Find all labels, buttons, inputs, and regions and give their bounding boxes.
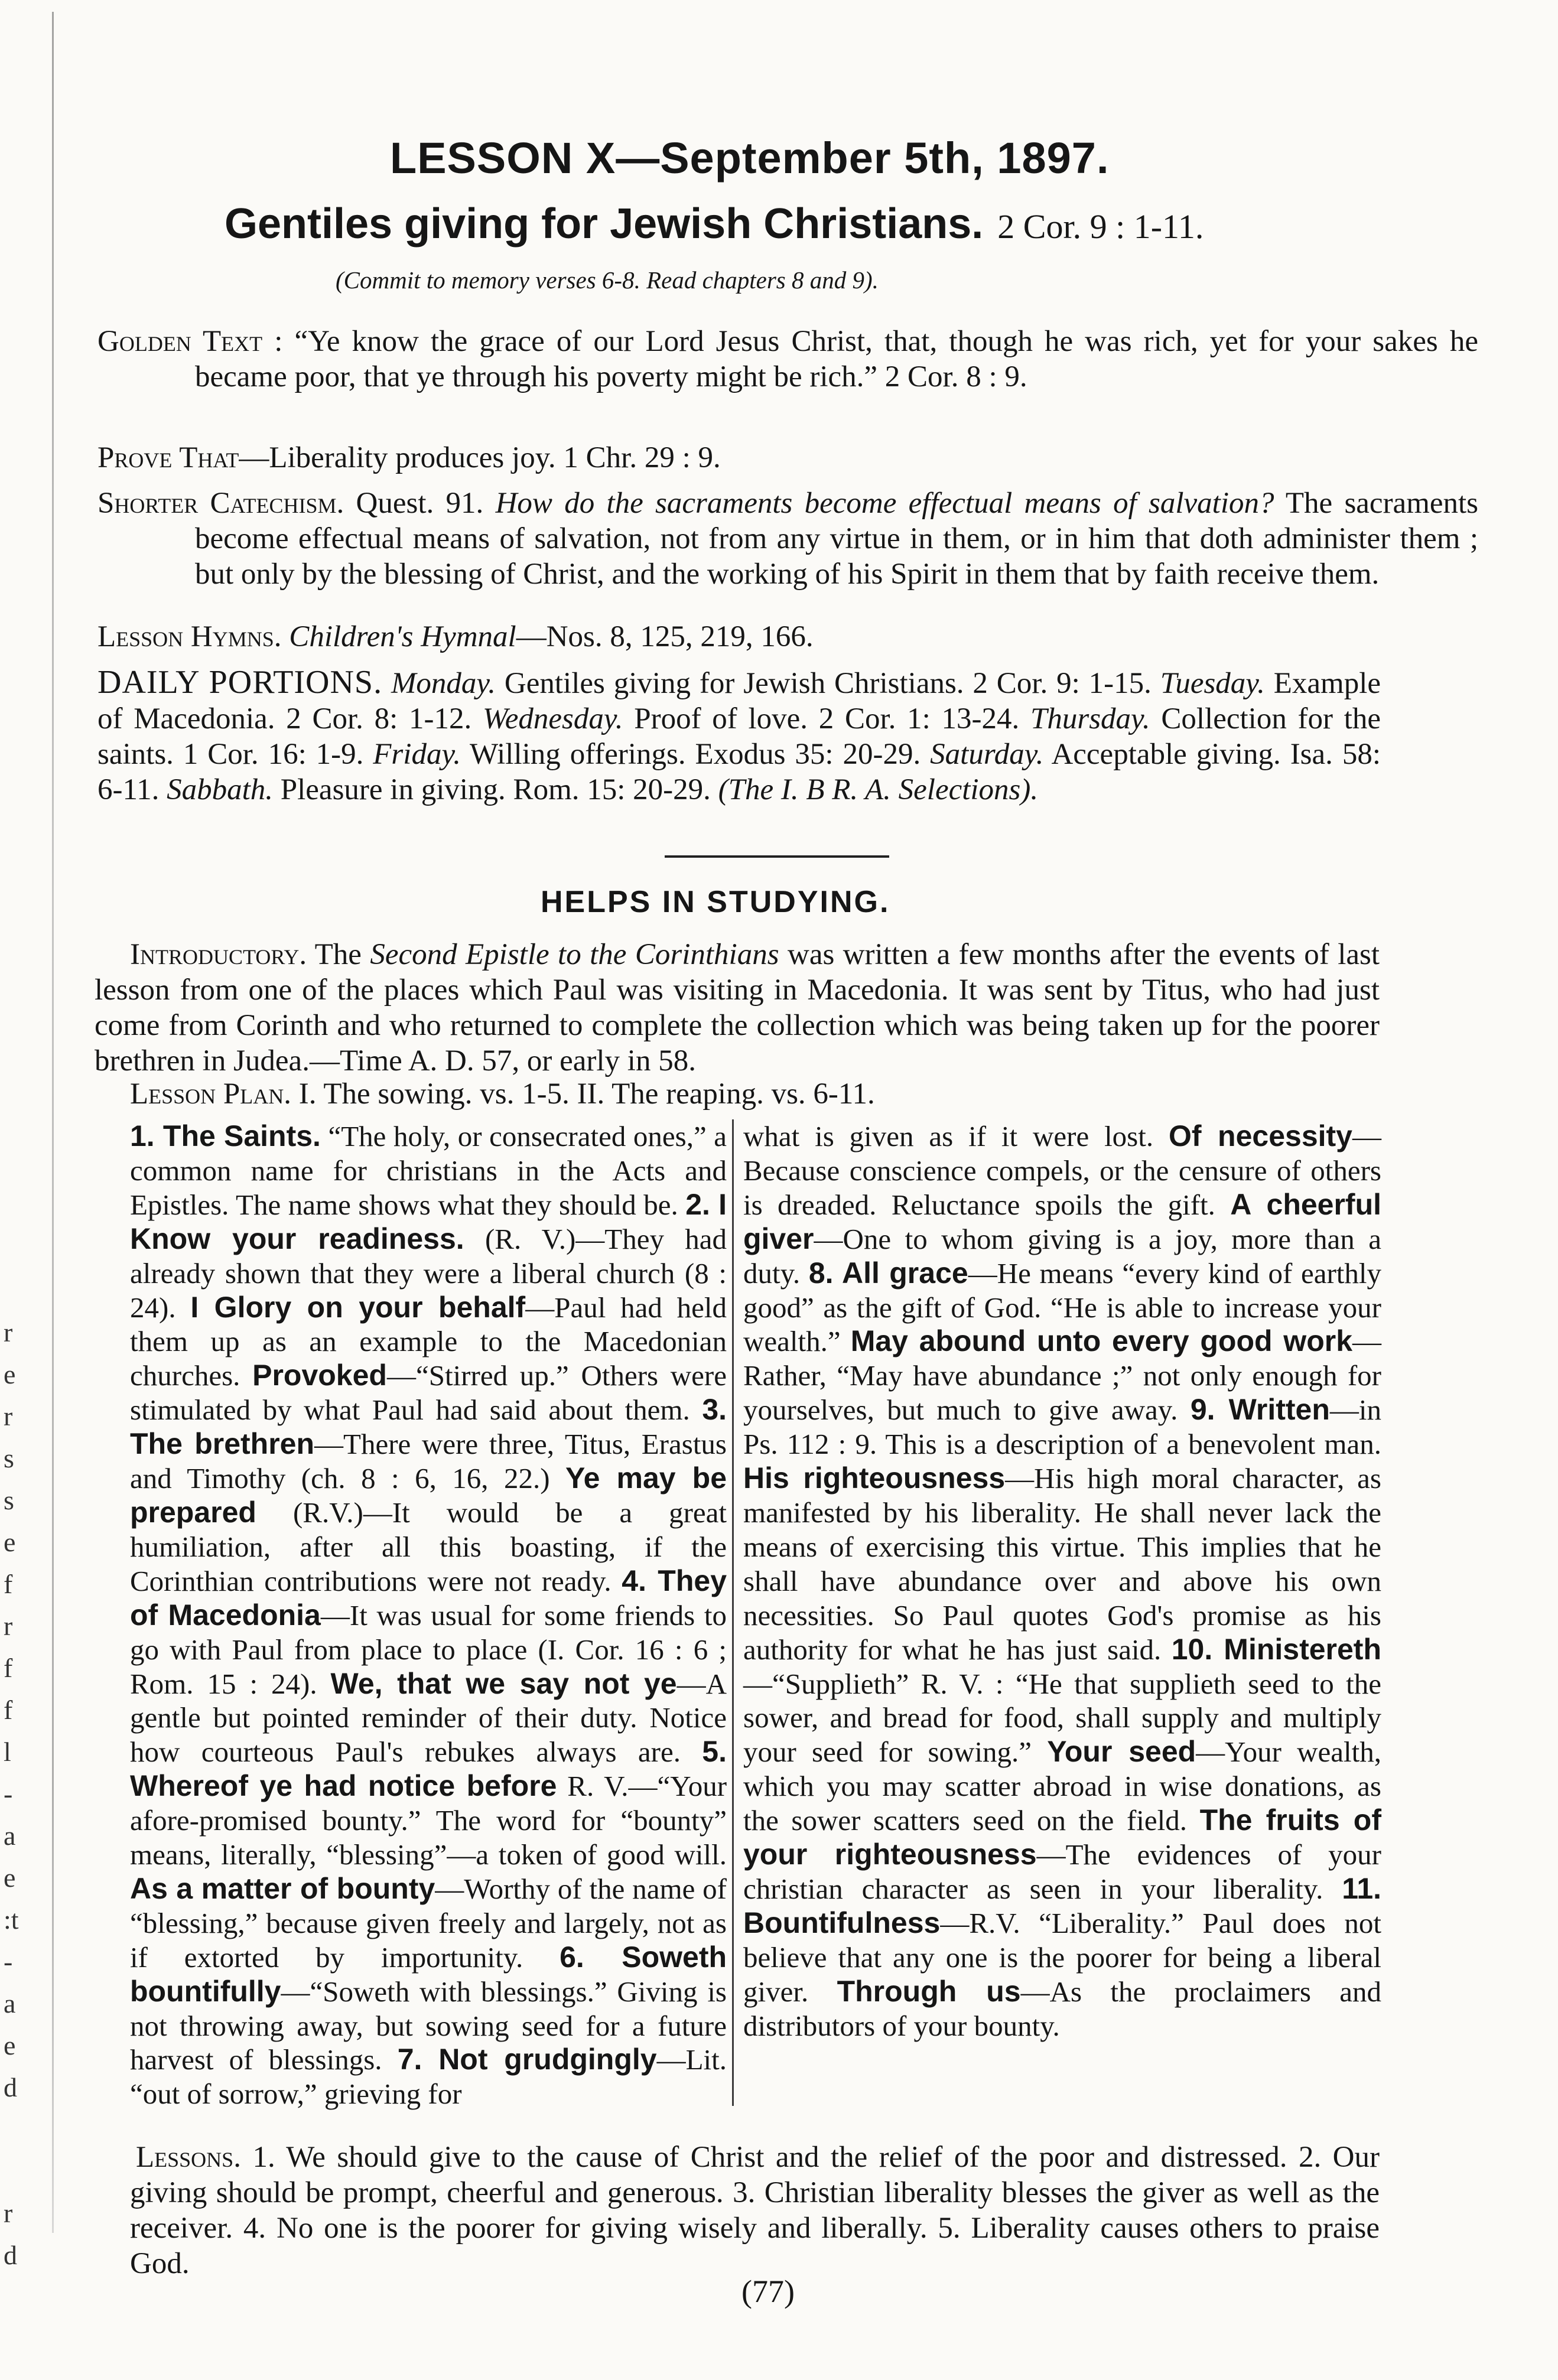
margin-letter: e [4,1863,16,1893]
catechism-answer: The sacraments become effectual means of salvation, not from any virtue in them, or in him that doth administer them ; but only by the blessing of Christ, and the working of his Spirit in them that by faith receive them. [195,487,1479,591]
prove-that-text: —Liberality produces joy. 1 Chr. 29 : 9. [239,441,721,474]
lesson-title-reference: 2 Cor. 9 : 1-11. [997,207,1204,246]
margin-letter: a [4,1988,16,2018]
lessons-label: Lessons. [136,2141,241,2174]
note-text: —A gentle but pointed reminder of their duty. Notice how courteous Paul's rebukes always are. [130,1667,727,1769]
note-heading: 4. They of Macedonia [130,1564,727,1632]
lessons-summary [130,2140,1380,2281]
margin-letter: - [4,1779,13,1809]
note-heading: I Glory on your behalf [190,1290,526,1324]
margin-letter: r [4,1401,13,1431]
note-text: —“Supplieth” R. V. : “He that supplieth seed to the sower, and bread for food, shall supply and multiply your seed for sowing.” [743,1667,1381,1769]
helps-heading: HELPS IN STUDYING. [541,885,890,919]
note-text: (R.V.)—It would be a great humiliation, after all this boasting, if the Corinthian contributions were not ready. [130,1496,727,1597]
catechism-quest: Quest. 91. [356,487,484,520]
margin-letter: l [4,1737,11,1767]
margin-letter: - [4,1946,13,1977]
margin-letter: f [4,1695,13,1725]
note-text: what is given as if it were lost. [743,1120,1154,1152]
note-heading: 2. I Know your readiness. [130,1187,727,1255]
note-heading: May abound unto every good work [850,1324,1352,1358]
margin-letter: :t [4,1904,19,1935]
margin-letter: d [4,2240,17,2270]
margin-letter: r [4,1611,13,1641]
hymns-book: Children's Hymnal [289,620,516,653]
margin-letter: a [4,1821,16,1851]
intro-pre: The [314,938,362,971]
intro-label: Introductory. [130,938,307,971]
intro-text: was written a few months after the events of last lesson from one of the places which Paul was visiting in Macedonia. It was sent by Titus, who had just come from Corinth and who returned to complete the collection which was being taken up for the poorer brethren in Judea.—Time A. D. 57, or early in 58. [95,938,1380,1077]
golden-text [97,324,1478,395]
note-text: “The holy, or consecrated ones,” a common name for christians in the Acts and Epistles. The name shows what they should be. [130,1120,727,1221]
catechism-label: Shorter Catechism. [97,487,344,520]
selections-note: (The I. B R. A. Selections). [718,773,1039,806]
hymns-numbers: —Nos. 8, 125, 219, 166. [516,620,814,653]
reading-friday: Willing offerings. Exodus 35: 20-29. [470,738,921,771]
reading-thursday: Collection for the saints. 1 Cor. 16: 1-9. [97,702,1381,771]
lesson-title-text: Gentiles giving for Jewish Christians. [225,200,984,248]
note-heading: 6. Soweth bountifully [130,1940,727,2008]
note-text: —As the proclaimers and distributors of your bounty. [743,1975,1382,2042]
margin-letter: r [4,1317,13,1347]
note-text: —Because conscience compels, or the censure of others is dreaded. Reluctance spoils the gift. [743,1120,1381,1221]
note-heading: Ye may be prepared [130,1461,727,1529]
reading-sabbath: Pleasure in giving. Rom. 15: 20-29. [280,773,711,806]
hymns-label: Lesson Hymns. [97,620,282,653]
prove-that [97,440,1381,476]
margin-letter: e [4,1359,16,1389]
note-heading: Through us [837,1974,1021,2008]
plan-text: I. The sowing. vs. 1-5. II. The reaping. vs. 6-11. [298,1077,875,1111]
margin-letter: f [4,1653,13,1683]
day-thursday: Thursday. [1030,702,1150,735]
note-text: —Your wealth, which you may scatter abroad in wise donations, as the sower scatters seed on the field. [743,1736,1381,1837]
lessons-text: 1. We should give to the cause of Christ and the relief of the poor and distressed. 2. Our giving should be prompt, cheerful and generous. 3. Christian liberality blesses the giver as well as the receiver. 4. No one is the poorer for giving wisely and liberally. 5. Liberality causes others to praise God. [130,2141,1380,2280]
note-text: —Worthy of the name of “blessing,” because given freely and largely, not as if extorted by importunity. [130,1872,727,1974]
daily-portions [97,665,1381,808]
note-text: —“Soweth with blessings.” Giving is not throwing away, but sowing seed for a future harvest of blessings. [130,1975,727,2076]
margin-letter [4,2108,30,2150]
note-heading: 3. The brethren [130,1393,727,1461]
notes-columns [130,1119,1382,2111]
note-heading: Provoked [252,1359,387,1392]
note-heading: His righteousness [743,1461,1006,1495]
note-heading: 8. All grace [808,1256,968,1290]
margin-letter [4,2150,30,2192]
section-divider [665,855,889,858]
note-heading: 7. Not grudgingly [397,2043,657,2076]
golden-text-body: “Ye know the grace of our Lord Jesus Christ, that, though he was rich, yet for your sakes he became poor, that ye through his poverty might be rich.” 2 Cor. 8 : 9. [195,325,1478,393]
note-text: —Lit. “out of sorrow,” grieving for [130,2043,727,2111]
note-text: R. V.—“Your afore-promised bounty.” The word for “bounty” means, literally, “blessing”—a token of good will. [130,1770,727,1871]
binding-edge [52,12,54,2233]
margin-letters [4,1311,30,2276]
note-heading: 1. The Saints. [130,1119,321,1152]
intro-epistle: Second Epistle to the Corinthians [370,938,779,971]
margin-letter: f [4,1569,13,1599]
note-text: —There were three, Titus, Erastus and Timothy (ch. 8 : 6, 16, 22.) [130,1428,727,1495]
note-heading: Of necessity [1169,1119,1352,1152]
lesson-title [225,200,1204,248]
reading-wednesday: Proof of love. 2 Cor. 1: 13-24. [634,702,1020,735]
day-wednesday: Wednesday. [482,702,623,735]
note-text: —It was usual for some friends to go with Paul from place to place (I. Cor. 16 : 6 ; Rom. 15 : 24). [130,1598,727,1700]
note-text: —in Ps. 112 : 9. This is a description of a benevolent man. [743,1394,1381,1461]
reading-saturday: Acceptable giving. Isa. 58: 6-11. [97,738,1381,806]
introductory [95,937,1380,1079]
note-text: —The evidences of your christian character as seen in your liberality. [743,1838,1381,1905]
notes-right-column [743,1119,1381,2043]
margin-letter: d [4,2072,17,2102]
day-saturday: Saturday. [930,738,1044,771]
note-heading: 10. Ministereth [1171,1632,1381,1666]
note-text: —Rather, “May have abundance ;” not only enough for yourselves, but much to give away. [743,1325,1381,1427]
note-heading: A cheerful giver [743,1187,1382,1255]
plan-label: Lesson Plan. [130,1077,292,1111]
reading-tuesday: Example of Macedonia. 2 Cor. 8: 1-12. [97,667,1381,735]
golden-text-label: Golden Text : [97,325,283,358]
margin-letter: e [4,1527,16,1557]
note-text: —R.V. “Liberality.” Paul does not believe that any one is the poorer for being a liberal giver. [743,1906,1381,2008]
reading-monday: Gentiles giving for Jewish Christians. 2 Cor. 9: 1-15. [504,667,1152,700]
catechism-question: How do the sacraments become effectual means of salvation? [495,487,1274,520]
prove-that-label: Prove That [97,441,239,474]
note-text: —His high moral character, as manifested by his liberality. He shall never lack the means of exercising this virtue. This implies that he shall have abundance over and above his own necessities. So Paul quotes God's promise as his authority for what he has just said. [743,1462,1382,1666]
margin-letter: s [4,1443,14,1473]
shorter-catechism [97,486,1478,592]
lesson-heading: LESSON X—September 5th, 1897. [390,134,1110,183]
note-heading: 5. Whereof ye had notice before [130,1735,727,1803]
day-tuesday: Tuesday. [1160,667,1265,700]
note-heading: As a matter of bounty [130,1871,435,1905]
day-monday: Monday. [391,667,496,700]
margin-letter: s [4,1485,14,1515]
day-sabbath: Sabbath. [167,773,274,806]
note-text: —He means “every kind of earthly good” as the gift of God. “He is able to increase your wealth.” [743,1256,1381,1358]
note-heading: We, that we say not ye [330,1666,677,1700]
margin-letter: e [4,2030,16,2060]
note-text: —One to whom giving is a joy, more than a duty. [743,1222,1381,1290]
notes-left-column [130,1119,727,2111]
day-friday: Friday. [373,738,461,771]
lesson-hymns [97,619,1381,655]
column-divider [732,1119,734,2106]
note-heading: The fruits of your righteousness [743,1803,1382,1871]
note-heading: Your seed [1047,1735,1196,1769]
page-number: (77) [741,2274,795,2309]
lesson-plan [130,1076,1371,1112]
margin-letter: r [4,2198,13,2228]
note-heading: 9. Written [1190,1393,1330,1427]
note-text: (R. V.)—They had already shown that they were a liberal church (8 : 24). [130,1222,727,1324]
note-heading: 11. Bountifulness [743,1871,1382,1939]
daily-portions-label: DAILY PORTIONS. [97,664,383,701]
commit-note: (Commit to memory verses 6-8. Read chapters 8 and 9). [336,266,879,294]
note-text: —“Stirred up.” Others were stimulated by what Paul had said about them. [130,1359,727,1427]
note-text: —Paul had held them up as an example to the Macedonian churches. [130,1291,727,1392]
